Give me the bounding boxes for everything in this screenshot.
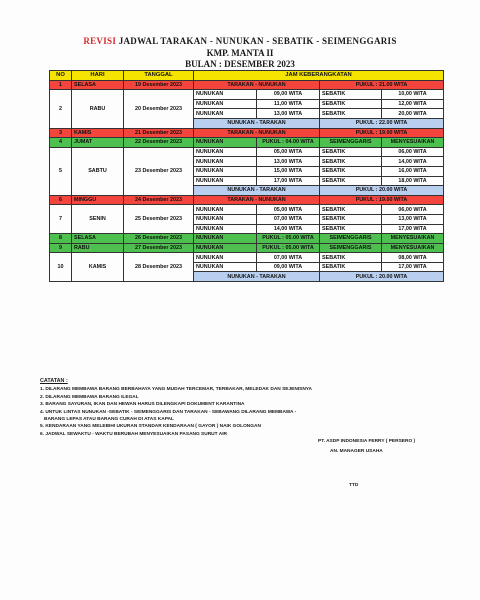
destination-cell: SEBATIK — [320, 147, 382, 157]
arrival-time: 14,00 WITA — [382, 157, 444, 167]
origin-cell: NUNUKAN — [194, 176, 257, 186]
notes-title: CATATAN : — [40, 378, 68, 384]
arrival-time: MENYESUAIKAN — [382, 234, 444, 244]
note-item: 6. JADWAL SEWAKTU - WAKTU BERUBAH MENYESUAIKAN PASANG SURUT AIR — [40, 431, 227, 437]
table-row — [50, 195, 444, 205]
row-day: KAMIS — [72, 253, 124, 282]
origin-cell: NUNUKAN — [194, 234, 257, 244]
row-date: 19 Desember 2023 — [124, 80, 194, 90]
departure-time: 11,00 WITA — [257, 99, 320, 109]
note-item: 5. KENDARAAN YANG MELEBIHI UKURAN STANDAR KENDARAAN ( GAYOR ) NAIK GOLONGAN — [40, 424, 261, 430]
departure-time: 13,00 WITA — [257, 157, 320, 167]
destination-cell: SEBATIK — [320, 262, 382, 272]
destination-cell: SEBATIK — [320, 157, 382, 167]
origin-cell: NUNUKAN — [194, 138, 257, 148]
destination-cell: SEBATIK — [320, 99, 382, 109]
destination-cell: SEBATIK — [320, 176, 382, 186]
departure-time: PUKUL : 05.00 WITA — [257, 243, 320, 253]
row-number: 8 — [50, 234, 72, 244]
table-row — [50, 205, 444, 215]
row-number: 3 — [50, 128, 72, 138]
row-date: 21 Desember 2023 — [124, 128, 194, 138]
manager-title: AN. MANAGER USAHA — [330, 449, 383, 454]
origin-cell: NUNUKAN — [194, 214, 257, 224]
row-number: 2 — [50, 90, 72, 128]
row-date: 25 Desember 2023 — [124, 205, 194, 234]
return-route: NUNUKAN - TARAKAN — [194, 118, 320, 128]
origin-cell: NUNUKAN — [194, 166, 257, 176]
row-date: 24 Desember 2023 — [124, 195, 194, 205]
row-number: 10 — [50, 253, 72, 282]
arrival-time: 20,00 WITA — [382, 109, 444, 119]
origin-cell: NUNUKAN — [194, 147, 257, 157]
departure-time: 05,00 WITA — [257, 205, 320, 215]
company-name: PT. ASDP INDONESIA FERRY ( PERSERO ) — [318, 439, 416, 444]
return-time: PUKUL : 22.00 WITA — [320, 118, 444, 128]
row-date: 27 Desember 2023 — [124, 243, 194, 253]
row-number: 1 — [50, 80, 72, 90]
row-date: 20 Desember 2023 — [124, 90, 194, 128]
departure-time: 09,00 WITA — [257, 262, 320, 272]
return-time: PUKUL : 20.00 WITA — [320, 186, 444, 196]
departure-time: 05,00 WITA — [257, 147, 320, 157]
origin-cell: NUNUKAN — [194, 205, 257, 215]
arrival-time: 13,00 WITA — [382, 214, 444, 224]
departure-time: PUKUL : 19.00 WITA — [320, 195, 444, 205]
departure-time: 07,00 WITA — [257, 214, 320, 224]
table-row — [50, 253, 444, 263]
row-date: 23 Desember 2023 — [124, 147, 194, 195]
row-number: 9 — [50, 243, 72, 253]
arrival-time: 16,00 WITA — [382, 166, 444, 176]
destination-cell: SEBATIK — [320, 253, 382, 263]
note-item: 2. DILARANG MEMBAWA BARANG ILEGAL — [40, 394, 139, 400]
origin-cell: NUNUKAN — [194, 253, 257, 263]
row-day: SENIN — [72, 205, 124, 234]
arrival-time: 10,00 WITA — [382, 90, 444, 100]
origin-cell: NUNUKAN — [194, 99, 257, 109]
schedule-month: BULAN : DESEMBER 2023 — [185, 59, 295, 69]
note-item: BARANG LEPAS ATAU BARANG CURAH DI ATAS KAPAL — [44, 417, 174, 423]
row-day: RABU — [72, 90, 124, 128]
departure-time: PUKUL : 04.00 WITA — [257, 138, 320, 148]
arrival-time: 12,00 WITA — [382, 99, 444, 109]
destination-cell: SEBATIK — [320, 166, 382, 176]
departure-time: 17,00 WITA — [257, 176, 320, 186]
notes-section — [40, 378, 460, 438]
row-number: 7 — [50, 205, 72, 234]
return-time: PUKUL : 20.00 WITA — [320, 272, 444, 282]
origin-cell: NUNUKAN — [194, 243, 257, 253]
departure-time: 09,00 WITA — [257, 90, 320, 100]
row-day: KAMIS — [72, 128, 124, 138]
destination-cell: SEBATIK — [320, 205, 382, 215]
row-day: RABU — [72, 243, 124, 253]
destination-cell: SEBATIK — [320, 109, 382, 119]
row-date: 28 Desember 2023 — [124, 253, 194, 282]
header-jam: JAM KEBERANGKATAN — [194, 71, 444, 81]
table-row — [50, 128, 444, 138]
origin-cell: NUNUKAN — [194, 262, 257, 272]
document-title — [0, 36, 480, 46]
header-tanggal: TANGGAL — [124, 71, 194, 81]
departure-time: 07,00 WITA — [257, 253, 320, 263]
table-row — [50, 234, 444, 244]
return-route: NUNUKAN - TARAKAN — [194, 272, 320, 282]
row-date: 26 Desember 2023 — [124, 234, 194, 244]
departure-time: PUKUL : 05.00 WITA — [257, 234, 320, 244]
destination-cell: SEBATIK — [320, 224, 382, 234]
arrival-time: MENYESUAIKAN — [382, 243, 444, 253]
row-day: MINGGU — [72, 195, 124, 205]
arrival-time: 17,00 WITA — [382, 224, 444, 234]
destination-cell: SEIMENGGARIS — [320, 234, 382, 244]
origin-cell: NUNUKAN — [194, 224, 257, 234]
note-item: 3. BARANG SAYURAN, IKAN DAN HEWAN HARUS DILENGKAPI DOKUMENT KARANTINA — [40, 402, 245, 408]
header-no: NO — [50, 71, 72, 81]
row-day: JUMAT — [72, 138, 124, 148]
departure-time: PUKUL : 21.00 WITA — [320, 80, 444, 90]
table-row — [50, 147, 444, 157]
origin-cell: NUNUKAN — [194, 157, 257, 167]
row-day: SELASA — [72, 80, 124, 90]
route-cell: TARAKAN - NUNUKAN — [194, 80, 320, 90]
revisi-label: REVISI — [83, 36, 117, 46]
departure-time: PUKUL : 19.00 WITA — [320, 128, 444, 138]
note-item: 4. UNTUK LINTAS NUNUKAN -SEBATIK - SEIMENGGARIS DAN TARAKAN - SEBAWANG DILARANG MEMBAWA - — [40, 409, 297, 415]
destination-cell: SEBATIK — [320, 214, 382, 224]
route-cell: TARAKAN - NUNUKAN — [194, 128, 320, 138]
row-number: 6 — [50, 195, 72, 205]
origin-cell: NUNUKAN — [194, 90, 257, 100]
header-hari: HARI — [72, 71, 124, 81]
origin-cell: NUNUKAN — [194, 109, 257, 119]
destination-cell: SEBATIK — [320, 90, 382, 100]
signature-ttd: TTD — [349, 483, 359, 488]
table-row — [50, 243, 444, 253]
vessel-name: KMP. MANTA II — [206, 48, 274, 58]
arrival-time: 17,00 WITA — [382, 262, 444, 272]
destination-cell: SEIMENGGARIS — [320, 243, 382, 253]
table-row — [50, 90, 444, 100]
arrival-time: 06,00 WITA — [382, 205, 444, 215]
departure-time: 15,00 WITA — [257, 166, 320, 176]
destination-cell: SEIMENGGARIS — [320, 138, 382, 148]
row-number: 5 — [50, 147, 72, 195]
departure-time: 14,00 WITA — [257, 224, 320, 234]
row-day: SABTU — [72, 147, 124, 195]
return-route: NUNUKAN - TARAKAN — [194, 186, 320, 196]
arrival-time: MENYESUAIKAN — [382, 138, 444, 148]
row-number: 4 — [50, 138, 72, 148]
arrival-time: 18,00 WITA — [382, 176, 444, 186]
table-row — [50, 138, 444, 148]
title-route: JADWAL TARAKAN - NUNUKAN - SEBATIK - SEIMENGGARIS — [118, 36, 397, 46]
departure-time: 13,00 WITA — [257, 109, 320, 119]
row-date: 22 Desember 2023 — [124, 138, 194, 148]
route-cell: TARAKAN - NUNUKAN — [194, 195, 320, 205]
note-item: 1. DILARANG MEMBAWA BARANG BERBAHAYA YANG MUDAH TERCEMAR, TERBAKAR, MELEDAK DAN SEJENISNYA — [40, 387, 313, 393]
arrival-time: 06,00 WITA — [382, 147, 444, 157]
row-day: SELASA — [72, 234, 124, 244]
signature-block — [318, 437, 415, 457]
table-header-row — [50, 71, 444, 81]
schedule-table — [49, 70, 444, 282]
table-row — [50, 80, 444, 90]
arrival-time: 08,00 WITA — [382, 253, 444, 263]
